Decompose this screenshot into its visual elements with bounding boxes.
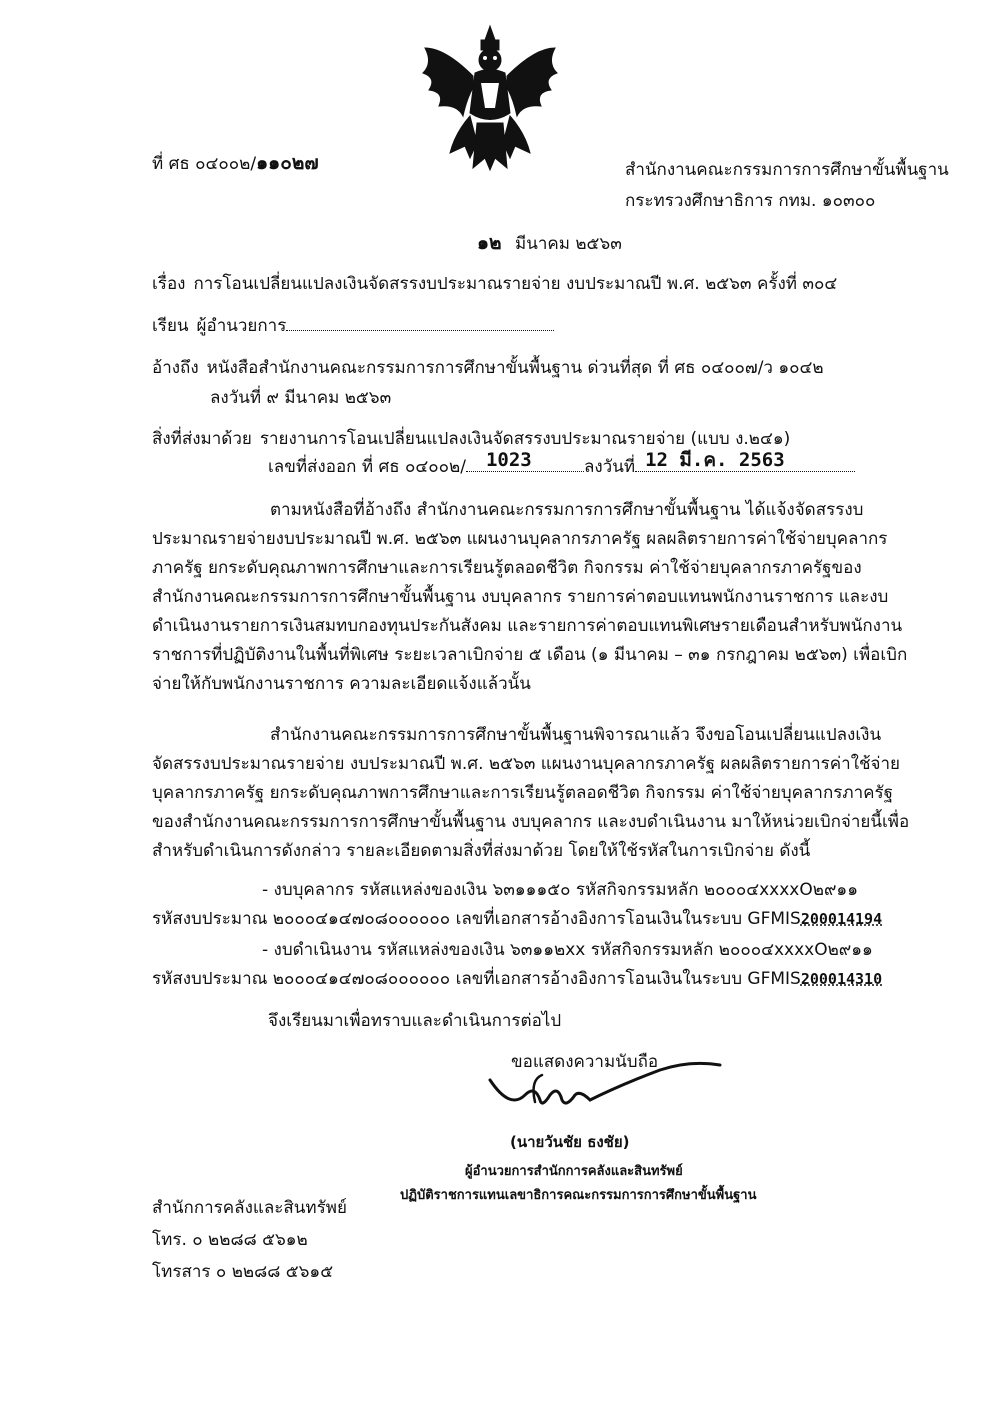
handwritten-date-day: ๑๒ (477, 232, 502, 254)
salutation: ขอแสดงความนับถือ (511, 1052, 659, 1072)
garuda-emblem (415, 18, 565, 173)
letter-date: ๑๒ มีนาคม ๒๕๖๓ (477, 232, 622, 254)
office-name: สำนักงานคณะกรรมการการศึกษาขั้นพื้นฐาน (625, 160, 949, 180)
reference-number: ที่ ศธ ๐๔๐๐๒/๑๑๐๒๗ (152, 152, 319, 174)
subject-label: เรื่อง (152, 274, 186, 294)
enclosure-line-1: สิ่งที่ส่งมาด้วย รายงานการโอนเปลี่ยนแปลงเงินจัดสรรงบประมาณรายจ่าย (แบบ ง.๒๔๑) (152, 429, 791, 449)
handwritten-gfmis-1: 200014194 (800, 910, 883, 928)
reference-line-2: ลงวันที่ ๙ มีนาคม ๒๕๖๓ (210, 388, 392, 408)
budget-item-2-line-1: - งบดำเนินงาน รหัสแหล่งของเงิน ๖๓๑๑๒xx รหัสกิจกรรมหลัก ๒๐๐๐๔xxxxO๒๙๑๑ (262, 940, 873, 960)
handwritten-ref-number: ๑๑๐๒๗ (256, 152, 319, 174)
enclosure-label: สิ่งที่ส่งมาด้วย (152, 429, 252, 449)
recipient-label: เรียน (152, 316, 189, 336)
enclosure-line-2: เลขที่ส่งออก ที่ ศธ ๐๔๐๐๒/ 1023 ลงวันที่ 12 มี.ค. 2563 (268, 457, 855, 477)
body-paragraph-1: ตามหนังสือที่อ้างถึง สำนักงานคณะกรรมการการศึกษาขั้นพื้นฐาน ได้แจ้งจัดสรรงบประมาณรายจ่ายงบประมาณปี พ.ศ. ๒๕๖๓ แผนงานบุคลากรภาครัฐ ผลผลิตรายการค่าใช้จ่ายบุคลากรภาครัฐ ยกระดับคุณภาพการศึกษาและการเรียนรู้ตลอดชีวิต กิจกรรม ค่าใช้จ่ายบุคลากรภาครัฐของสำนักงานคณะกรรมการการศึกษาขั้นพื้นฐาน งบบุคลากร รายการค่าตอบแทนพนักงานราชการ และงบดำเนินงานรายการเงินสมทบกองทุนประกันสังคม และรายการค่าตอบแทนพิเศษรายเดือนสำหรับพนักงานราชการที่ปฏิบัติงานในพื้นที่พิเศษ ระยะเวลาเบิกจ่าย ๕ เดือน (๑ มีนาคม – ๓๑ กรกฎาคม ๒๕๖๓) เพื่อเบิกจ่ายให้กับพนักงานราชการ ความละเอียดแจ้งแล้วนั้น (152, 500, 908, 694)
signatory-title: ผู้อำนวยการสำนักการคลังและสินทรัพย์ (465, 1164, 683, 1179)
footer-fax: โทรสาร ๐ ๒๒๘๘ ๕๖๑๕ (152, 1262, 334, 1282)
subject-text: การโอนเปลี่ยนแปลงเงินจัดสรรงบประมาณรายจ่าย งบประมาณปี พ.ศ. ๒๕๖๓ ครั้งที่ ๓๐๔ (193, 274, 838, 294)
signatory-authority: ปฏิบัติราชการแทนเลขาธิการคณะกรรมการการศึกษาขั้นพื้นฐาน (400, 1188, 757, 1203)
reference-label: อ้างถึง (152, 358, 199, 378)
budget-item-2-line-2: รหัสงบประมาณ ๒๐๐๐๔๑๔๗๐๘๐๐๐๐๐๐ เลขที่เอกสารอ้างอิงการโอนเงินในระบบ GFMIS200014310 (152, 969, 883, 989)
body-paragraph-2: สำนักงานคณะกรรมการการศึกษาขั้นพื้นฐานพิจารณาแล้ว จึงขอโอนเปลี่ยนแปลงเงินจัดสรรงบประมาณรายจ่าย งบประมาณปี พ.ศ. ๒๕๖๓ แผนงานบุคลากรภาครัฐ ผลผลิตรายการค่าใช้จ่ายบุคลากรภาครัฐ ยกระดับคุณภาพการศึกษาและการเรียนรู้ตลอดชีวิต กิจกรรม ค่าใช้จ่ายบุคลากรภาครัฐของสำนักงานคณะกรรมการการศึกษาขั้นพื้นฐาน งบบุคลากร และงบดำเนินงาน มาให้หน่วยเบิกจ่ายนี้เพื่อสำหรับดำเนินการดังกล่าว รายละเอียดตามสิ่งที่ส่งมาด้วย โดยให้ใช้รหัสในการเบิกจ่าย ดังนี้ (152, 725, 910, 861)
handwritten-export-number: 1023 (485, 449, 532, 471)
handwritten-export-date: 12 มี.ค. 2563 (645, 449, 785, 471)
handwritten-gfmis-2: 200014310 (800, 970, 883, 988)
recipient-text: ผู้อำนวยการ (196, 316, 287, 336)
budget-item-1-line-2: รหัสงบประมาณ ๒๐๐๐๔๑๔๗๐๘๐๐๐๐๐๐ เลขที่เอกสารอ้างอิงการโอนเงินในระบบ GFMIS200014194 (152, 909, 883, 929)
subject-line (152, 274, 837, 294)
reference-line-1: อ้างถึง หนังสือสำนักงานคณะกรรมการการศึกษาขั้นพื้นฐาน ด่วนที่สุด ที่ ศธ ๐๔๐๐๗/ว ๑๐๔๒ (152, 358, 824, 378)
closing-line: จึงเรียนมาเพื่อทราบและดำเนินการต่อไป (268, 1011, 562, 1031)
office-address: กระทรวงศึกษาธิการ กทม. ๑๐๓๐๐ (625, 191, 876, 211)
budget-item-1-line-1: - งบบุคลากร รหัสแหล่งของเงิน ๖๓๑๑๑๕๐ รหัสกิจกรรมหลัก ๒๐๐๐๔xxxxO๒๙๑๑ (262, 880, 858, 900)
recipient-line (152, 316, 554, 336)
handwritten-signature (480, 1050, 730, 1130)
footer-department: สำนักการคลังและสินทรัพย์ (152, 1198, 347, 1218)
footer-phone: โทร. ๐ ๒๒๘๘ ๕๖๑๒ (152, 1230, 308, 1250)
signatory-name: (นายวันชัย ธงชัย) (510, 1133, 630, 1151)
